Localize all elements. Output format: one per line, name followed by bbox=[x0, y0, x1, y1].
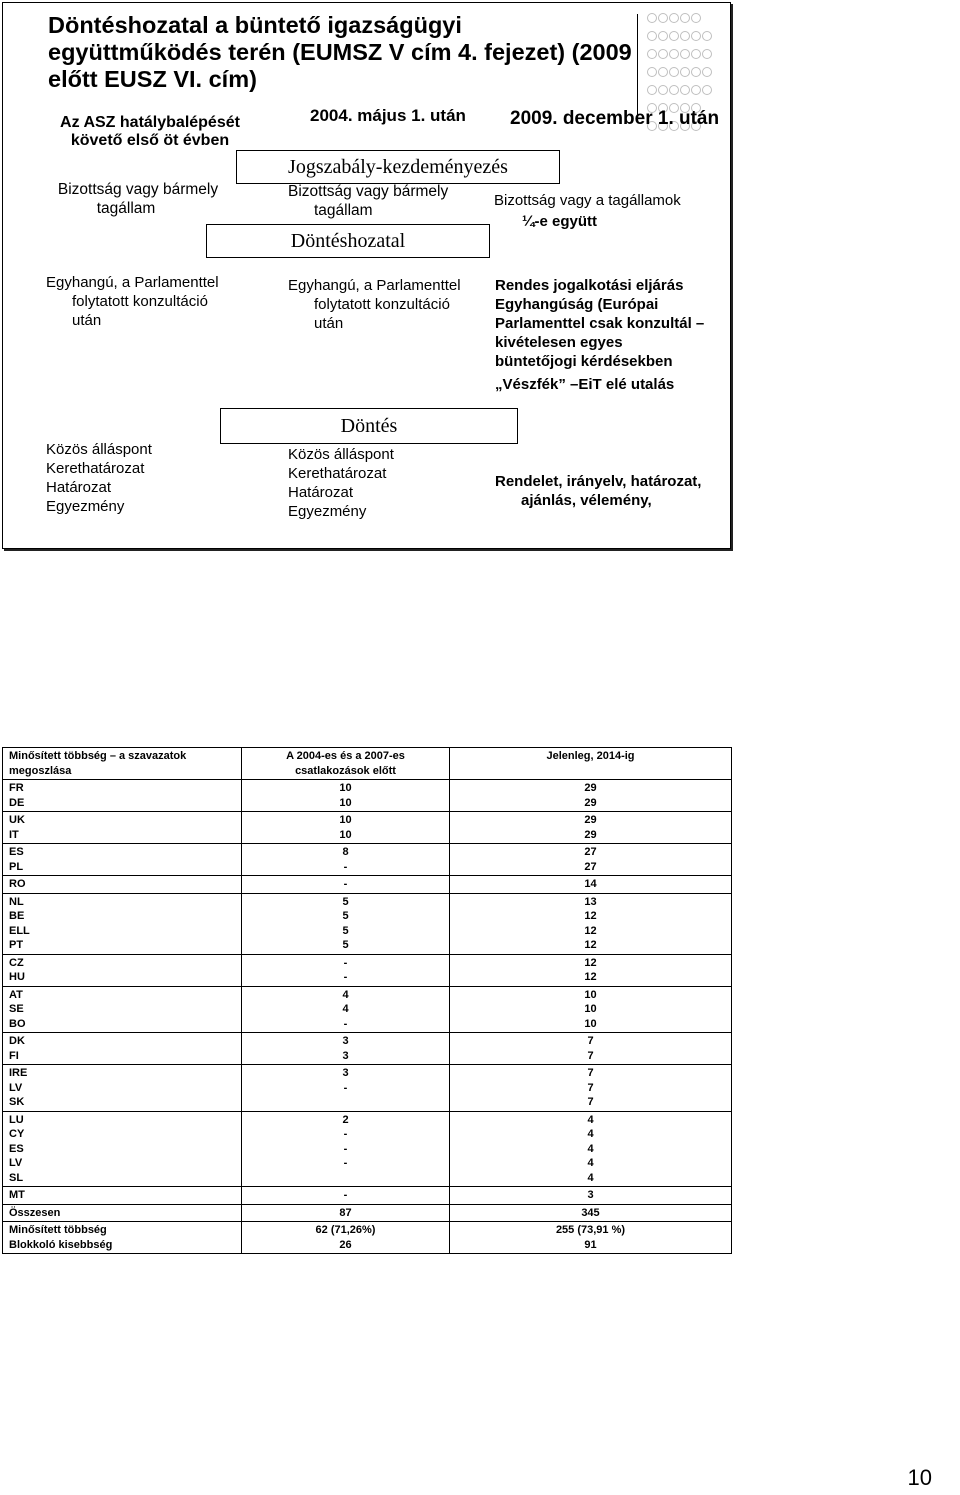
table-row bbox=[3, 1111, 732, 1187]
cell-line: ELL bbox=[9, 924, 30, 937]
table-row bbox=[3, 1065, 732, 1112]
cell-line: - bbox=[343, 1017, 348, 1030]
text-line: Egyezmény bbox=[46, 498, 125, 515]
table-row bbox=[3, 1222, 732, 1254]
cell-line: LV bbox=[9, 1157, 23, 1169]
cell-line: IT bbox=[9, 828, 19, 841]
text-line: ajánlás, vélemény, bbox=[521, 492, 652, 509]
cell-line: ES bbox=[9, 1142, 24, 1155]
dot bbox=[680, 31, 690, 41]
col1-decision bbox=[46, 440, 246, 516]
dot bbox=[669, 49, 679, 59]
cell-line: LU bbox=[9, 1113, 24, 1126]
votes-before-cell bbox=[242, 876, 450, 894]
cell-line: 10 bbox=[584, 1017, 597, 1030]
slide-title: Döntéshozatal a büntető igazságügyi együttműködés terén (EUMSZ V cím 4. fejezet) (2009 előtt EUSZ VI. cím) bbox=[48, 12, 632, 92]
cell-line: 4 bbox=[587, 1171, 594, 1184]
country-cell bbox=[3, 1187, 242, 1205]
cell-line: 2 bbox=[342, 1113, 349, 1126]
dot bbox=[647, 85, 657, 95]
cell-line: NL bbox=[9, 895, 24, 908]
col1-header-line: Az ASZ hatálybalépését bbox=[60, 114, 240, 131]
table-row bbox=[3, 812, 732, 844]
dot bbox=[680, 49, 690, 59]
votes-now-cell bbox=[450, 1111, 732, 1187]
cell-line: 3 bbox=[587, 1189, 594, 1201]
cell-line: 10 bbox=[339, 782, 352, 794]
cell-line: 3 bbox=[342, 1067, 349, 1079]
country-cell bbox=[3, 1204, 242, 1222]
cell-line: PL bbox=[9, 860, 24, 873]
cell-line: DE bbox=[9, 796, 25, 809]
cell-line: 10 bbox=[339, 796, 352, 809]
cell-line: 87 bbox=[339, 1206, 352, 1219]
cell-line: 3 bbox=[342, 1049, 349, 1062]
dot bbox=[702, 49, 712, 59]
text-line: Parlamenttel csak konzultál – bbox=[495, 315, 705, 332]
text-line: Egyhangúság (Európai bbox=[495, 296, 659, 313]
dot bbox=[702, 31, 712, 41]
votes-now-cell bbox=[450, 1065, 732, 1112]
cell-line: MT bbox=[9, 1189, 25, 1201]
votes-now-cell bbox=[450, 1204, 732, 1222]
votes-before-cell bbox=[242, 986, 450, 1033]
text-line: büntetőjogi kérdésekben bbox=[495, 353, 673, 370]
cell-line: - bbox=[343, 1081, 348, 1094]
country-cell bbox=[3, 954, 242, 986]
dot bbox=[658, 67, 668, 77]
cell-line: 5 bbox=[342, 924, 349, 937]
text-line: ¼-e együtt bbox=[522, 213, 598, 230]
cell-line: 255 (73,91 %) bbox=[555, 1224, 626, 1236]
cell-line: SE bbox=[9, 1003, 24, 1015]
cell-line: 27 bbox=[584, 846, 597, 858]
cell-line: 4 bbox=[342, 1003, 349, 1015]
page-number: 10 bbox=[907, 1465, 932, 1490]
cell-line: HU bbox=[9, 971, 25, 983]
header-cell: Minősített többség – a szavazatok megoszlása bbox=[3, 748, 242, 780]
dot bbox=[658, 49, 668, 59]
table-row bbox=[3, 893, 732, 954]
cell-line: 29 bbox=[584, 782, 597, 794]
dot bbox=[658, 85, 668, 95]
table-row bbox=[3, 844, 732, 876]
text-line: Kerethatározat bbox=[46, 460, 145, 477]
dot bbox=[647, 49, 657, 59]
votes-now-cell bbox=[450, 812, 732, 844]
dot bbox=[669, 31, 679, 41]
cell-line: - bbox=[343, 878, 348, 890]
cell-line: 8 bbox=[342, 846, 349, 858]
text-line: tagállam bbox=[314, 202, 373, 219]
divider-line bbox=[637, 14, 638, 122]
col2-header: 2004. május 1. után bbox=[310, 106, 466, 125]
dot bbox=[691, 67, 701, 77]
cell-line: 13 bbox=[584, 895, 597, 908]
cell-line: FR bbox=[9, 782, 24, 794]
col1-header bbox=[30, 114, 270, 150]
country-cell bbox=[3, 1065, 242, 1112]
cell-line: 4 bbox=[587, 1142, 594, 1155]
col2-initiative bbox=[288, 182, 488, 220]
dot bbox=[702, 85, 712, 95]
cell-line: CY bbox=[9, 1128, 25, 1140]
cell-line: 5 bbox=[342, 910, 349, 922]
cell-line: 345 bbox=[581, 1206, 600, 1219]
cell-line: Minősített többség bbox=[9, 1224, 107, 1236]
cell-line: 27 bbox=[584, 860, 597, 873]
text-line: Egyezmény bbox=[288, 503, 367, 520]
cell-line: 10 bbox=[339, 828, 352, 841]
text-line: Rendelet, irányelv, határozat, bbox=[495, 473, 702, 490]
text-line: Kerethatározat bbox=[288, 465, 387, 482]
votes-now-cell bbox=[450, 954, 732, 986]
cell-line: 26 bbox=[339, 1238, 352, 1251]
votes-before-cell bbox=[242, 780, 450, 812]
table-row bbox=[3, 954, 732, 986]
cell-line: 12 bbox=[584, 971, 597, 983]
text-line: Bizottság vagy a tagállamok bbox=[494, 192, 681, 209]
cell-line: 29 bbox=[584, 796, 597, 809]
table-header-row bbox=[3, 748, 732, 780]
cell-line bbox=[248, 1095, 443, 1110]
votes-now-cell bbox=[450, 780, 732, 812]
votes-before-cell bbox=[242, 812, 450, 844]
votes-before-cell bbox=[242, 893, 450, 954]
dot bbox=[669, 13, 679, 23]
qmv-table bbox=[2, 747, 732, 1254]
cell-line: 7 bbox=[587, 1067, 594, 1079]
cell-line: 10 bbox=[584, 1003, 597, 1015]
country-cell bbox=[3, 876, 242, 894]
cell-line: Összesen bbox=[9, 1206, 61, 1219]
cell-line: 14 bbox=[584, 878, 597, 890]
country-cell bbox=[3, 893, 242, 954]
dot bbox=[680, 85, 690, 95]
col3-initiative bbox=[494, 190, 724, 232]
dot bbox=[691, 85, 701, 95]
decision-box: Döntés bbox=[220, 408, 518, 444]
votes-before-cell bbox=[242, 1187, 450, 1205]
dot bbox=[702, 67, 712, 77]
cell-line: 10 bbox=[339, 814, 352, 826]
country-cell bbox=[3, 780, 242, 812]
table-row bbox=[3, 1204, 732, 1222]
cell-line: 12 bbox=[584, 939, 597, 951]
cell-line: 5 bbox=[342, 939, 349, 951]
cell-line: 5 bbox=[342, 895, 349, 908]
col3-decision bbox=[495, 472, 727, 510]
cell-line: 3 bbox=[342, 1035, 349, 1047]
votes-before-cell bbox=[242, 844, 450, 876]
country-cell bbox=[3, 1111, 242, 1187]
dot bbox=[691, 49, 701, 59]
votes-before-cell bbox=[242, 1033, 450, 1065]
dot bbox=[669, 67, 679, 77]
text-line: után bbox=[72, 312, 102, 329]
cell-line: - bbox=[343, 971, 348, 983]
dot bbox=[647, 31, 657, 41]
cell-line: 29 bbox=[584, 814, 597, 826]
country-cell bbox=[3, 844, 242, 876]
emergency-brake-text: „Vészfék” –EiT elé utalás bbox=[495, 376, 675, 393]
dot bbox=[669, 85, 679, 95]
text-line: kivételesen egyes bbox=[495, 334, 623, 351]
votes-before-cell bbox=[242, 1204, 450, 1222]
text-line: Közös álláspont bbox=[46, 441, 152, 458]
header-cell: Jelenleg, 2014-ig bbox=[450, 748, 732, 780]
col1-initiative bbox=[38, 180, 238, 218]
dot bbox=[680, 13, 690, 23]
votes-now-cell bbox=[450, 893, 732, 954]
table-row bbox=[3, 986, 732, 1033]
cell-line bbox=[248, 1171, 443, 1186]
text-line: Határozat bbox=[288, 484, 354, 501]
dot bbox=[647, 13, 657, 23]
text-line: Egyhangú, a Parlamenttel bbox=[46, 274, 219, 291]
cell-line: LV bbox=[9, 1081, 23, 1094]
cell-line: UK bbox=[9, 814, 25, 826]
cell-line: 12 bbox=[584, 956, 597, 969]
cell-line: 62 (71,26%) bbox=[315, 1224, 376, 1236]
votes-now-cell bbox=[450, 1222, 732, 1254]
votes-now-cell bbox=[450, 1033, 732, 1065]
text-line: folytatott konzultáció bbox=[72, 293, 208, 310]
text-line: után bbox=[314, 315, 344, 332]
cell-line: 4 bbox=[587, 1157, 594, 1169]
cell-line: SK bbox=[9, 1096, 25, 1108]
cell-line: 4 bbox=[587, 1128, 594, 1140]
table-row bbox=[3, 1033, 732, 1065]
votes-now-cell bbox=[450, 844, 732, 876]
cell-line: 7 bbox=[587, 1081, 594, 1094]
cell-line: DK bbox=[9, 1035, 25, 1047]
cell-line: - bbox=[343, 1128, 348, 1140]
cell-line: - bbox=[343, 1142, 348, 1155]
table-row bbox=[3, 1187, 732, 1205]
table-row bbox=[3, 780, 732, 812]
country-cell bbox=[3, 1033, 242, 1065]
votes-now-cell bbox=[450, 986, 732, 1033]
col1-decision-making bbox=[46, 273, 256, 330]
text-line: Közös álláspont bbox=[288, 446, 394, 463]
votes-before-cell bbox=[242, 1111, 450, 1187]
text-line: Bizottság vagy bármely bbox=[57, 181, 219, 198]
cell-line: 4 bbox=[342, 988, 349, 1001]
cell-line: SL bbox=[9, 1171, 24, 1184]
cell-line: ES bbox=[9, 846, 24, 858]
cell-line: 91 bbox=[584, 1238, 597, 1251]
dot bbox=[680, 67, 690, 77]
col2-decision bbox=[288, 445, 488, 521]
cell-line: 10 bbox=[584, 988, 597, 1001]
cell-line: 7 bbox=[587, 1096, 594, 1108]
votes-before-cell bbox=[242, 1222, 450, 1254]
country-cell bbox=[3, 812, 242, 844]
country-cell bbox=[3, 986, 242, 1033]
cell-line: 29 bbox=[584, 828, 597, 841]
votes-before-cell bbox=[242, 1065, 450, 1112]
col3-header: 2009. december 1. után bbox=[510, 108, 720, 129]
cell-line: - bbox=[343, 1157, 348, 1169]
col2-decision-making bbox=[288, 276, 498, 333]
cell-line: AT bbox=[9, 988, 23, 1001]
cell-line: 7 bbox=[587, 1035, 594, 1047]
cell-line: Blokkoló kisebbség bbox=[9, 1238, 113, 1251]
cell-line: BE bbox=[9, 910, 25, 922]
cell-line: 12 bbox=[584, 924, 597, 937]
votes-now-cell bbox=[450, 876, 732, 894]
text-line: Bizottság vagy bármely bbox=[288, 183, 449, 200]
table-row bbox=[3, 876, 732, 894]
text-line: tagállam bbox=[96, 200, 156, 217]
votes-now-cell bbox=[450, 1187, 732, 1205]
initiative-box: Jogszabály-kezdeményezés bbox=[236, 150, 560, 184]
cell-line: - bbox=[343, 956, 348, 969]
dot bbox=[658, 13, 668, 23]
cell-line: RO bbox=[9, 878, 26, 890]
cell-line: PT bbox=[9, 939, 24, 951]
cell-line: 12 bbox=[584, 910, 597, 922]
col3-decision-making bbox=[495, 276, 727, 394]
cell-line: FI bbox=[9, 1049, 19, 1062]
cell-line: IRE bbox=[9, 1067, 28, 1079]
dot bbox=[658, 31, 668, 41]
dot bbox=[691, 31, 701, 41]
cell-line: - bbox=[343, 860, 348, 873]
cell-line: 4 bbox=[587, 1113, 594, 1126]
text-line: Egyhangú, a Parlamenttel bbox=[288, 277, 461, 294]
text-line: Határozat bbox=[46, 479, 112, 496]
cell-line: 7 bbox=[587, 1049, 594, 1062]
cell-line: - bbox=[343, 1189, 348, 1201]
dot bbox=[691, 13, 701, 23]
text-line: Rendes jogalkotási eljárás bbox=[495, 277, 684, 294]
cell-line: BO bbox=[9, 1017, 26, 1030]
votes-before-cell bbox=[242, 954, 450, 986]
cell-line: CZ bbox=[9, 956, 24, 969]
country-cell bbox=[3, 1222, 242, 1254]
header-cell: A 2004-es és a 2007-es csatlakozások előtt bbox=[242, 748, 450, 780]
text-line: folytatott konzultáció bbox=[314, 296, 450, 313]
col1-header-line: követő első öt évben bbox=[70, 132, 230, 149]
dot bbox=[647, 67, 657, 77]
decision-making-box: Döntéshozatal bbox=[206, 224, 490, 258]
